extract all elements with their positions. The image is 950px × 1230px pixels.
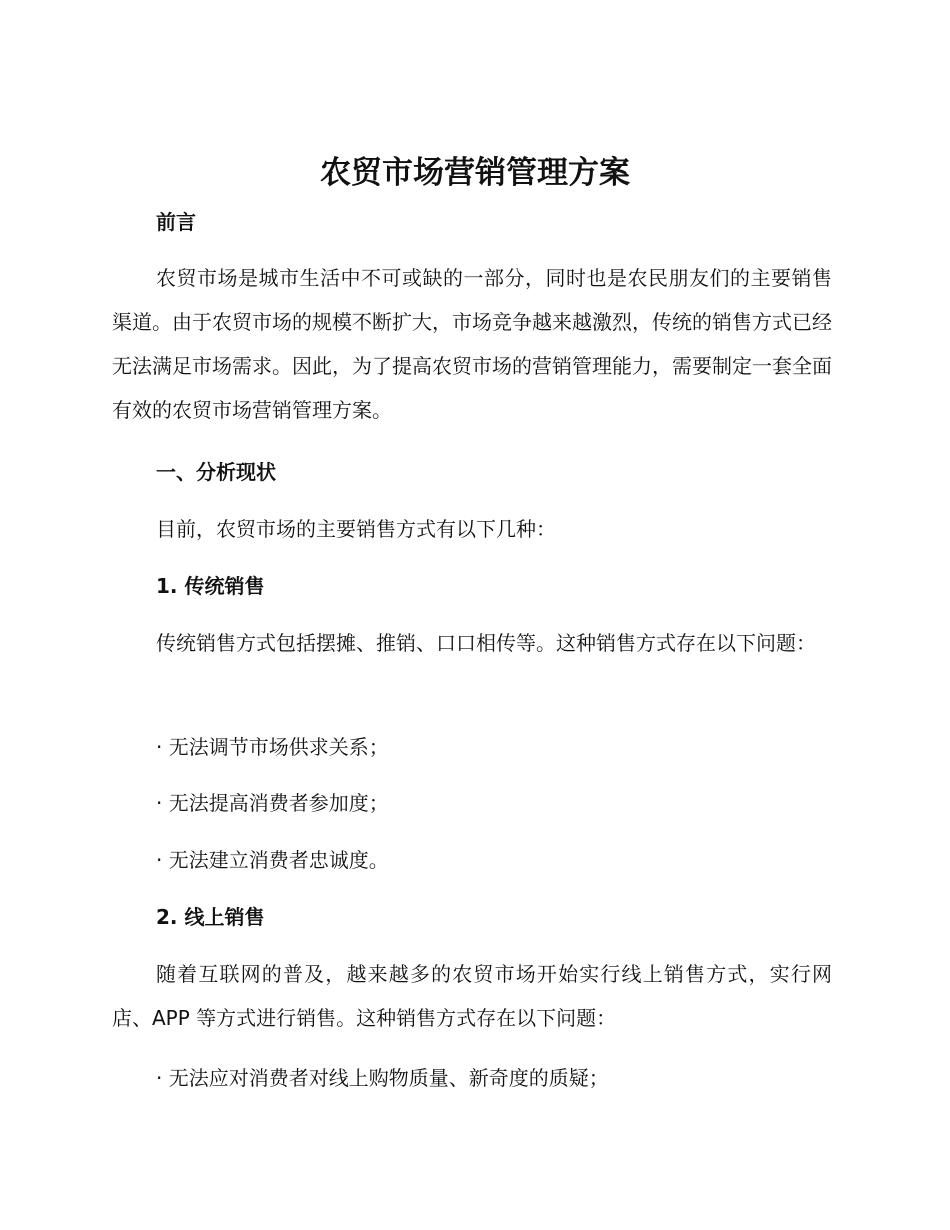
section1-heading: 一、分析现状 [156,460,276,484]
list-item: · 无法应对消费者对线上购物质量、新奇度的质疑； [156,1066,609,1090]
list-item: · 无法建立消费者忠诚度。 [156,848,389,872]
subsection2-paragraph: 随着互联网的普及，越来越多的农贸市场开始实行线上销售方式，实行网店、APP 等方式进行销售。这种销售方式存在以下问题： [112,962,832,1030]
list-item: · 无法调节市场供求关系； [156,735,389,759]
preface-paragraph: 农贸市场是城市生活中不可或缺的一部分，同时也是农民朋友们的主要销售渠道。由于农贸市场的规模不断扩大，市场竞争越来越激烈，传统的销售方式已经无法满足市场需求。因此，为了提高农贸市场的营销管理能力，需要制定一套全面有效的农贸市场营销管理方案。 [112,266,832,422]
document-title: 农贸市场营销管理方案 [320,155,630,191]
preface-heading: 前言 [156,210,196,234]
list-item: · 无法提高消费者参加度； [156,791,389,815]
subsection2-heading: 2. 线上销售 [156,905,265,929]
section1-intro: 目前，农贸市场的主要销售方式有以下几种： [156,517,556,541]
subsection1-heading: 1. 传统销售 [156,574,265,598]
subsection1-paragraph: 传统销售方式包括摆摊、推销、口口相传等。这种销售方式存在以下问题： [156,631,816,655]
